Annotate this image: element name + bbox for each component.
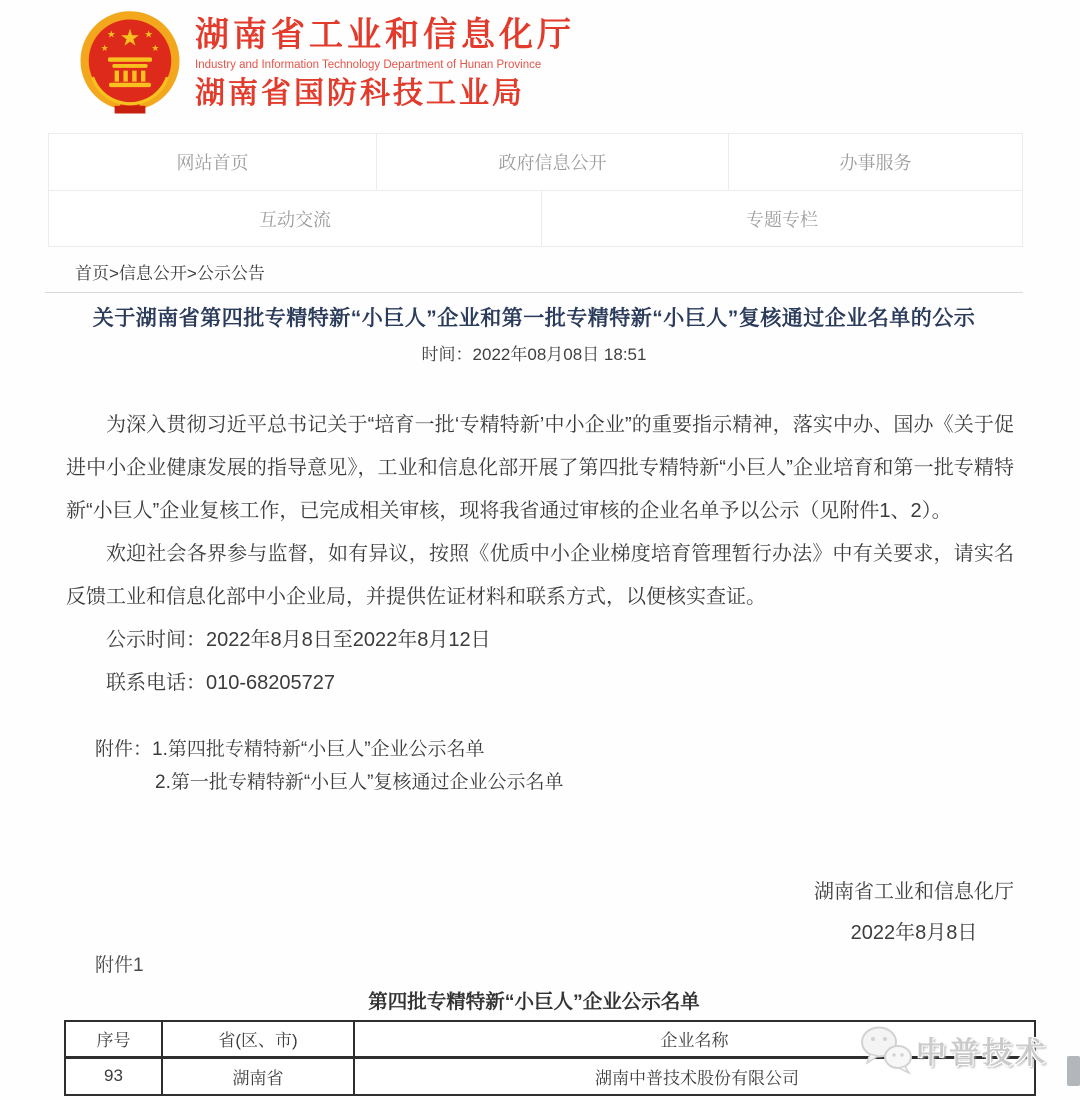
divider <box>45 292 1023 293</box>
article-body <box>66 404 1014 705</box>
annex-table <box>64 1020 1036 1096</box>
site-header <box>75 8 575 120</box>
header-seq: 序号 <box>65 1021 162 1057</box>
svg-text:★: ★ <box>144 29 154 41</box>
signature-block <box>814 872 1014 954</box>
paragraph-2: 欢迎社会各界参与监督，如有异议，按照《优质中小企业梯度培育管理暂行办法》中有关要求，请实名反馈工业和信息化部中小企业局，并提供佐证材料和联系方式，以便核实查证。 <box>66 543 1014 608</box>
org-title-block <box>195 8 575 112</box>
org-name-cn2: 湖南省国防科技工业局 <box>195 77 525 110</box>
attachments-label: 附件： <box>95 739 153 760</box>
page-title: 关于湖南省第四批专精特新“小巨人”企业和第一批专精特新“小巨人”复核通过企业名单的公示 <box>92 307 976 330</box>
nav-row-1 <box>49 134 1022 190</box>
annex-label: 附件1 <box>95 955 144 976</box>
org-name-cn: 湖南省工业和信息化厅 <box>195 16 575 54</box>
contact-phone: 联系电话：010-68205727 <box>106 672 336 694</box>
attachments-list <box>95 733 564 799</box>
nav-item-special-columns[interactable]: 专题专栏 <box>541 191 1022 246</box>
attachment-2: 2.第一批专精特新“小巨人”复核通过企业公示名单 <box>155 772 564 793</box>
cell-province: 湖南省 <box>162 1057 354 1095</box>
svg-text:★: ★ <box>151 42 160 53</box>
nav-row-2 <box>49 190 1022 246</box>
annex-table-title: 第四批专精特新“小巨人”企业公示名单 <box>368 991 700 1013</box>
nav-item-interaction[interactable]: 互动交流 <box>259 209 331 230</box>
attachment-1: 1.第四批专精特新“小巨人”企业公示名单 <box>152 739 485 760</box>
publicity-period: 公示时间：2022年8月8日至2022年8月12日 <box>106 629 491 651</box>
org-name-en: Industry and Information Technology Department of Hunan Province <box>195 59 542 71</box>
national-emblem-icon <box>75 8 185 120</box>
watermark-text: 中普技术 <box>916 1037 1048 1070</box>
signature-date: 2022年8月8日 <box>850 922 978 944</box>
main-nav <box>48 133 1023 247</box>
header-province: 省(区、市) <box>162 1021 354 1057</box>
svg-text:★: ★ <box>119 24 141 51</box>
svg-text:★: ★ <box>100 42 109 53</box>
nav-item-home[interactable]: 网站首页 <box>176 153 249 173</box>
nav-item-services[interactable]: 办事服务 <box>728 134 1022 190</box>
attachment-line-1 <box>95 733 564 766</box>
breadcrumb[interactable]: 首页>信息公开>公示公告 <box>75 264 265 283</box>
header-company: 企业名称 <box>354 1021 1035 1057</box>
table-row <box>65 1057 1035 1095</box>
scrollbar-thumb[interactable] <box>1067 1056 1080 1086</box>
publish-time: 时间：2022年08月08日 18:51 <box>421 345 647 364</box>
signature-org: 湖南省工业和信息化厅 <box>814 881 1014 903</box>
paragraph-1: 为深入贯彻习近平总书记关于“培育一批‘专精特新’中小企业”的重要指示精神，落实中办、国办《关于促进中小企业健康发展的指导意见》，工业和信息化部开展了第四批专精特新“小巨人”企业培育和第一批专精特新“小巨人”企业复核工作，已完成相关审核，现将我省通过审核的企业名单予以公示（见附件1、2）。 <box>66 414 1014 522</box>
cell-seq: 93 <box>65 1057 162 1095</box>
nav-item-gov-info[interactable]: 政府信息公开 <box>376 134 728 190</box>
svg-text:★: ★ <box>106 29 116 41</box>
table-header-row <box>65 1021 1035 1057</box>
cell-company: 湖南中普技术股份有限公司 <box>354 1057 1035 1095</box>
